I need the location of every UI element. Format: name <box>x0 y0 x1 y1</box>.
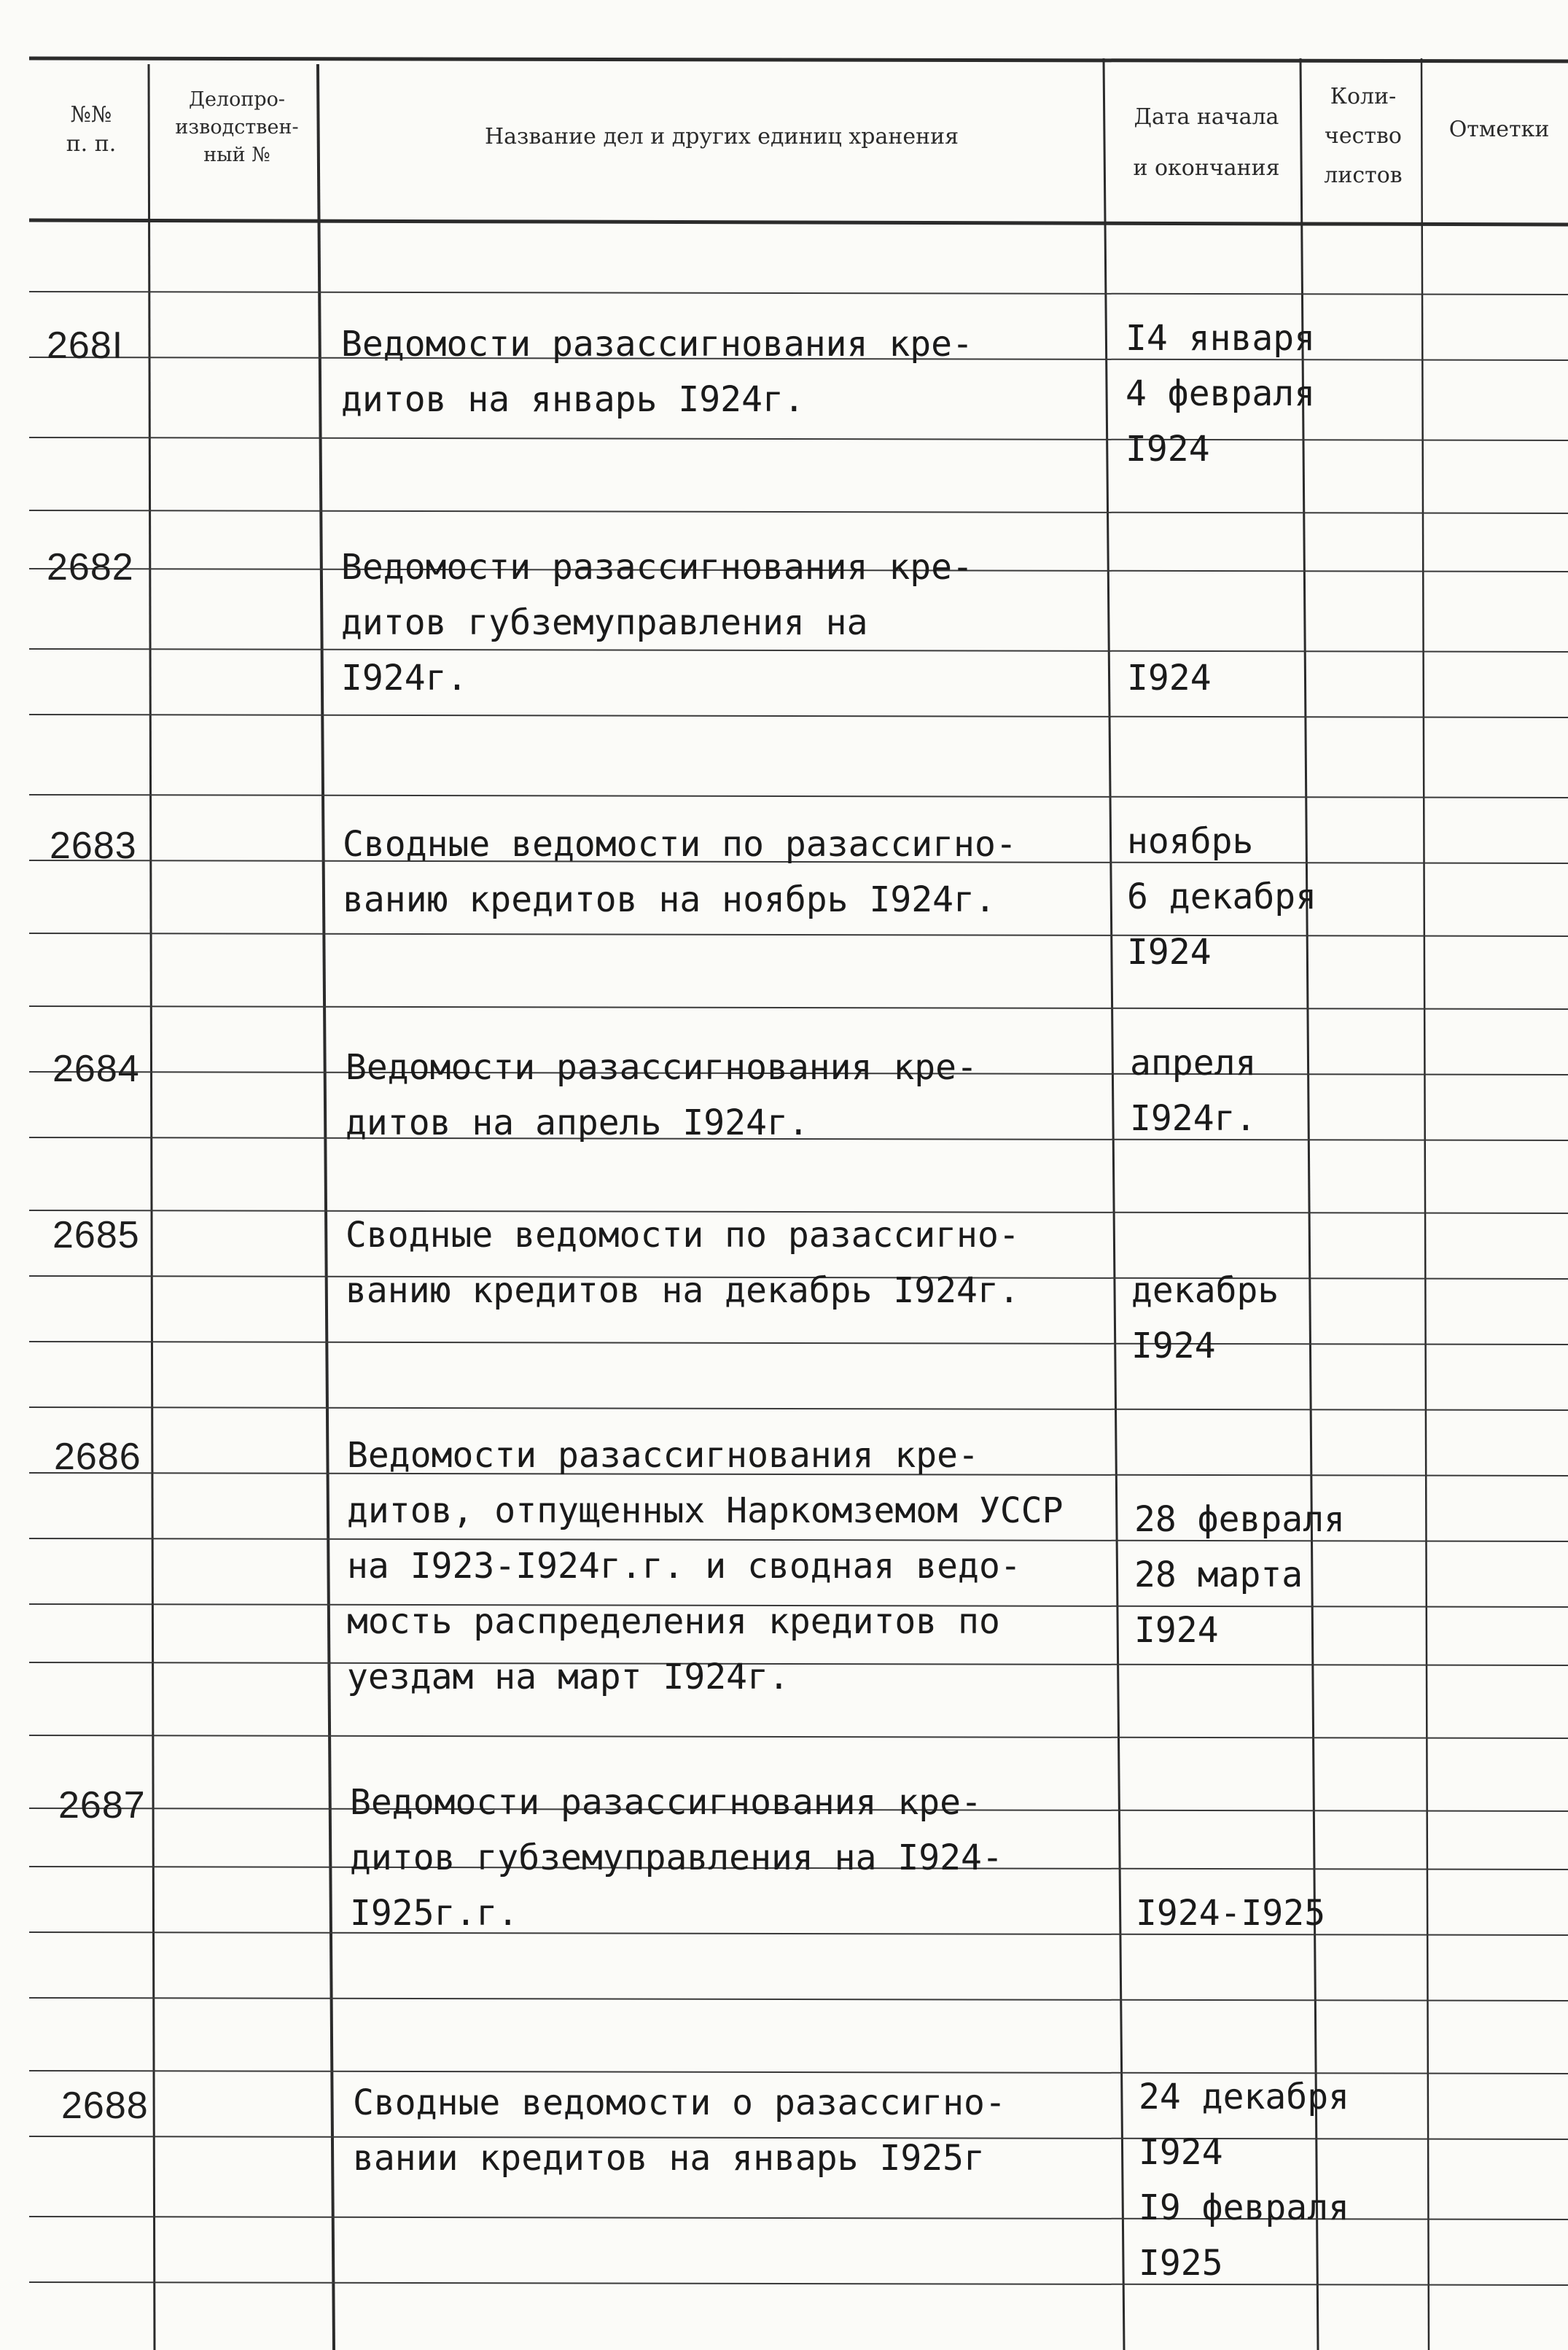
header-bottom-rule <box>29 220 1568 225</box>
ruled-line <box>29 292 1568 295</box>
header-col-notes: Отметки <box>1448 117 1550 142</box>
row-dates: ноябрь 6 декабря I924 <box>1127 821 1317 973</box>
column-divider <box>1104 58 1124 2350</box>
header-col-sheets: Коли- чество листов <box>1324 84 1403 188</box>
row-dates: декабрь I924 <box>1131 1270 1279 1366</box>
row-title: Ведомости разассигнования кре- дитов, отпущенных Наркомземом УССР на I923-I924г.г. и сводная ведо- мость распределения кредитов по уездам на март I924г. <box>347 1435 1064 1697</box>
row-number: 2684 <box>52 1048 140 1090</box>
row-title: Сводные ведомости о разассигно- вании кредитов на январь I925г <box>353 2082 1006 2179</box>
row-dates: I4 января 4 февраля I924 <box>1126 318 1316 470</box>
row-dates: 28 февраля 28 марта I924 <box>1134 1499 1345 1651</box>
column-divider <box>318 64 334 2350</box>
header-col-office-number: Делопро- изводствен- ный № <box>175 88 299 166</box>
row-dates: 24 декабря I924 I9 февраля I925 <box>1139 2077 1349 2284</box>
row-title: Ведомости разассигнования кре- дитов губземуправления на I924- I925г.г. <box>350 1782 1003 1934</box>
ruled-line <box>29 510 1568 513</box>
header-col-dates: Дата начала и окончания <box>1133 104 1280 181</box>
row-title: Ведомости разассигнования кре- дитов губземуправления на I924г. <box>341 547 973 699</box>
header-col-title: Название дел и других единиц хранения <box>484 124 959 149</box>
row-title: Сводные ведомости по разассигно- ванию кредитов на ноябрь I924г. <box>343 824 1017 920</box>
row-title: Ведомости разассигнования кре- дитов на апрель I924г. <box>346 1047 978 1143</box>
row-number: 2688 <box>61 2085 149 2127</box>
row-title: Ведомости разассигнования кре- дитов на январь I924г. <box>341 324 973 420</box>
header-top-rule <box>29 58 1568 61</box>
header-col-num: №№ п. п. <box>66 102 117 157</box>
ruled-line <box>29 795 1568 798</box>
ruled-line <box>29 933 1568 936</box>
row-title: Сводные ведомости по разассигно- ванию кредитов на декабрь I924г. <box>346 1215 1020 1311</box>
row-number: 268I <box>47 324 124 367</box>
ruled-line <box>29 1407 1568 1410</box>
row-number: 2683 <box>50 825 137 867</box>
row-dates: апреля I924г. <box>1130 1043 1257 1139</box>
ruled-line <box>29 437 1568 440</box>
row-dates: I924 <box>1127 658 1212 699</box>
ruled-line <box>29 1735 1568 1738</box>
row-dates: I924-I925 <box>1136 1893 1326 1934</box>
ruled-line <box>29 1006 1568 1009</box>
ruled-line <box>29 715 1568 717</box>
ruled-line <box>29 1342 1568 1345</box>
row-number: 2682 <box>47 546 134 588</box>
row-number: 2685 <box>52 1214 140 1256</box>
column-divider <box>149 64 155 2350</box>
ruled-line <box>29 1998 1568 2001</box>
column-divider <box>1421 58 1429 2350</box>
row-number: 2686 <box>54 1436 141 1478</box>
row-number: 2687 <box>58 1784 146 1826</box>
